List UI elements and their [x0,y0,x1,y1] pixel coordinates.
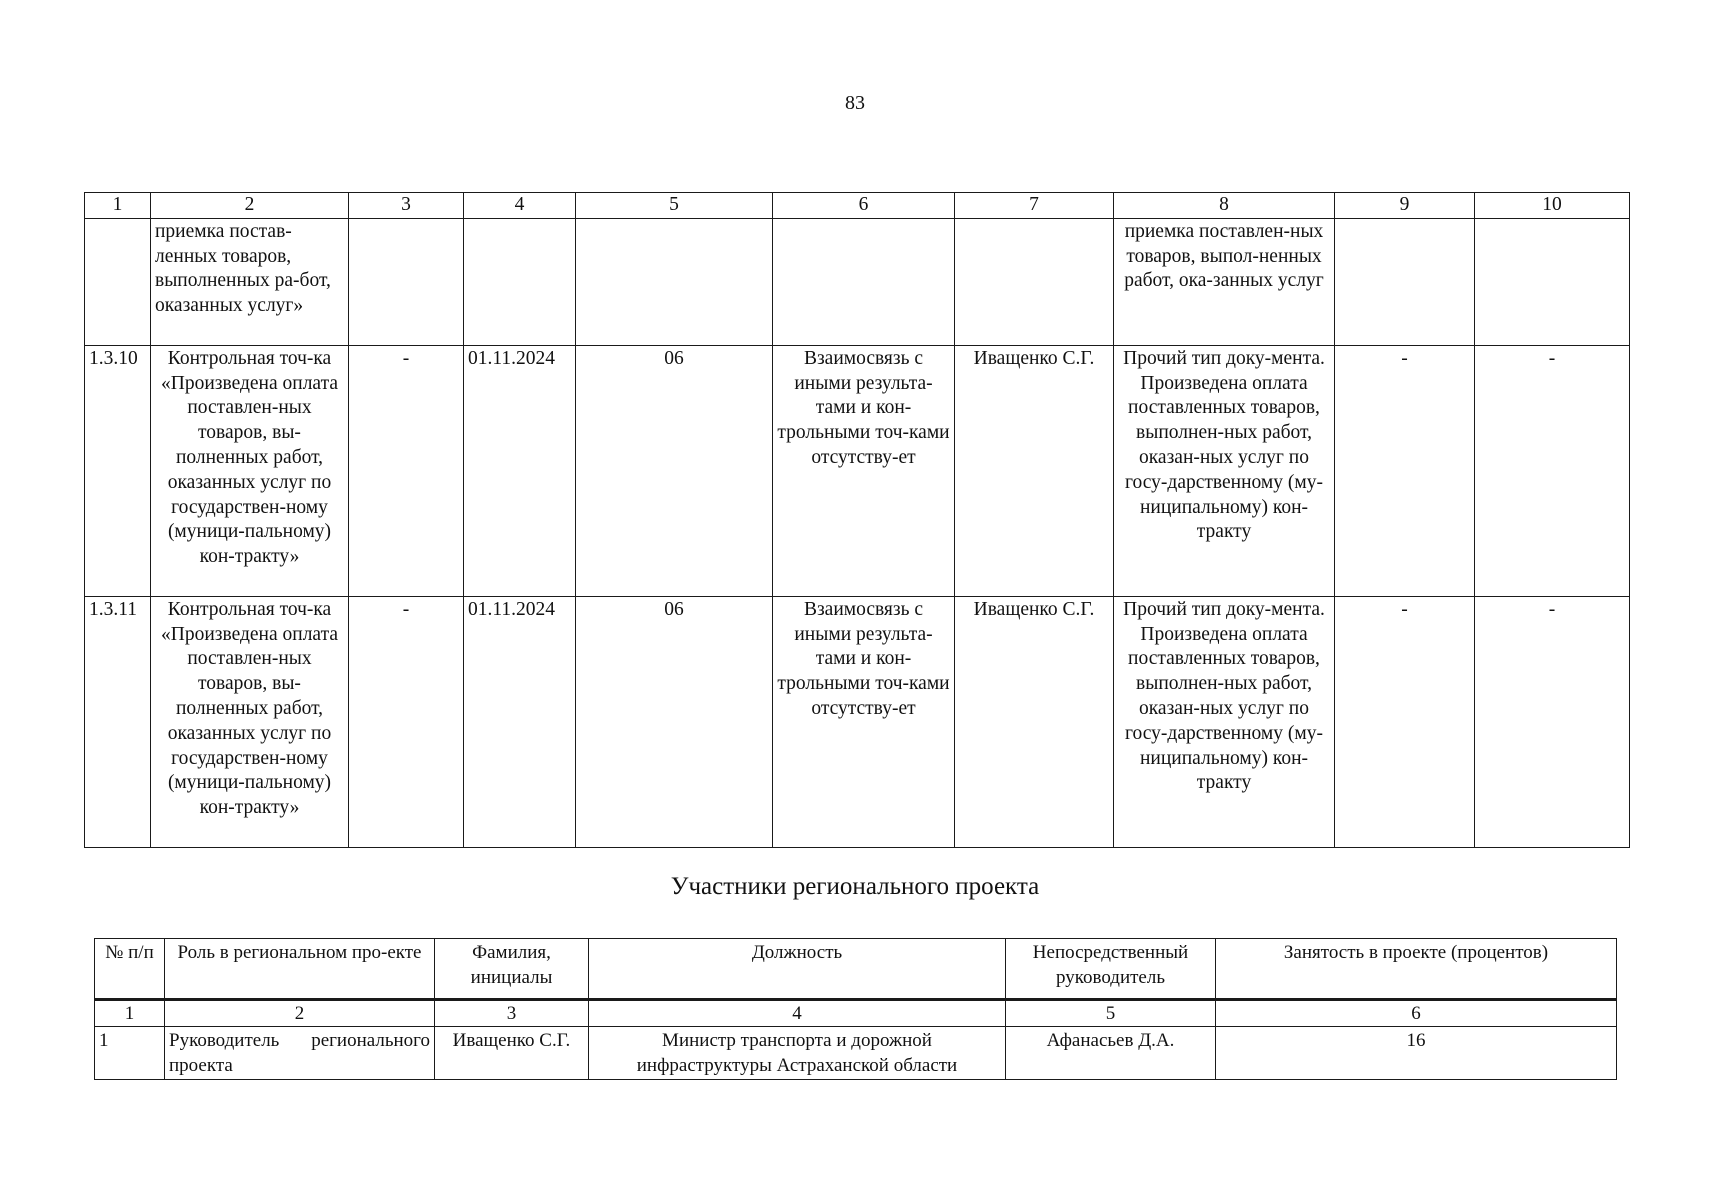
participants-table [94,938,1617,1080]
cell-col9: - [1335,596,1475,847]
table-row [85,596,1630,847]
column-number: 6 [773,193,955,219]
cell-responsible: Иващенко С.Г. [955,345,1114,596]
header-position: Должность [589,939,1006,1000]
column-number: 6 [1216,1000,1617,1027]
page-number: 83 [845,92,865,114]
cell-code [576,218,773,345]
column-number: 3 [435,1000,589,1027]
cell-date [464,218,576,345]
header-role: Роль в региональном про-екте [165,939,435,1000]
column-number: 4 [464,193,576,219]
table-row [85,345,1630,596]
cell-code: 06 [576,345,773,596]
row-number [85,218,151,345]
column-number: 10 [1475,193,1630,219]
participant-employment: 16 [1216,1027,1617,1080]
control-point-name: приемка постав-ленных товаров, выполненных ра-бот, оказанных услуг» [151,218,349,345]
participant-number: 1 [95,1027,165,1080]
cell-document: приемка поставлен-ных товаров, выпол-ненных работ, ока-занных услуг [1114,218,1335,345]
row-number: 1.3.11 [85,596,151,847]
column-number: 5 [1006,1000,1216,1027]
table-row [85,218,1630,345]
cell-col10 [1475,218,1630,345]
column-number: 3 [349,193,464,219]
participant-supervisor: Афанасьев Д.А. [1006,1027,1216,1080]
column-number: 1 [95,1000,165,1027]
cell-code: 06 [576,596,773,847]
cell-date: 01.11.2024 [464,596,576,847]
cell-relation: Взаимосвязь с иными результа-тами и кон-трольными точ-ками отсутству-ет [773,345,955,596]
cell-date: 01.11.2024 [464,345,576,596]
cell-col9 [1335,218,1475,345]
column-number: 7 [955,193,1114,219]
participants-header-row [95,939,1617,1000]
cell-col10: - [1475,345,1630,596]
header-number: № п/п [95,939,165,1000]
cell-col3 [349,218,464,345]
column-number: 8 [1114,193,1335,219]
column-number: 9 [1335,193,1475,219]
cell-document: Прочий тип доку-мента. Произведена оплата поставленных товаров, выполнен-ных работ, оказан-ных услуг по госу-дарственному (му-ниципальному) кон-тракту [1114,345,1335,596]
control-point-name: Контрольная точ-ка «Произведена оплата поставлен-ных товаров, вы-полненных работ, оказанных услуг по государствен-ному (муници-пальному) кон-тракту» [151,596,349,847]
header-name: Фамилия, инициалы [435,939,589,1000]
participant-position: Министр транспорта и дорожной инфраструктуры Астраханской области [589,1027,1006,1080]
cell-responsible [955,218,1114,345]
cell-responsible: Иващенко С.Г. [955,596,1114,847]
participants-number-row [95,1000,1617,1027]
cell-col3: - [349,345,464,596]
row-number: 1.3.10 [85,345,151,596]
cell-col3: - [349,596,464,847]
header-employment: Занятость в проекте (процентов) [1216,939,1617,1000]
cell-relation [773,218,955,345]
column-number: 4 [589,1000,1006,1027]
cell-col10: - [1475,596,1630,847]
control-points-table [84,192,1630,848]
column-number: 2 [151,193,349,219]
cell-relation: Взаимосвязь с иными результа-тами и кон-трольными точ-ками отсутству-ет [773,596,955,847]
header-supervisor: Непосредственный руководитель [1006,939,1216,1000]
table-row [95,1027,1617,1080]
section-title: Участники регионального проекта [670,873,1040,900]
participant-name: Иващенко С.Г. [435,1027,589,1080]
control-point-name: Контрольная точ-ка «Произведена оплата поставлен-ных товаров, вы-полненных работ, оказанных услуг по государствен-ному (муници-пальному) кон-тракту» [151,345,349,596]
column-number-row [85,193,1630,219]
column-number: 1 [85,193,151,219]
column-number: 5 [576,193,773,219]
participant-role: Руководитель регионального проекта [165,1027,435,1080]
cell-document: Прочий тип доку-мента. Произведена оплата поставленных товаров, выполнен-ных работ, оказан-ных услуг по госу-дарственному (му-ниципальному) кон-тракту [1114,596,1335,847]
column-number: 2 [165,1000,435,1027]
cell-col9: - [1335,345,1475,596]
